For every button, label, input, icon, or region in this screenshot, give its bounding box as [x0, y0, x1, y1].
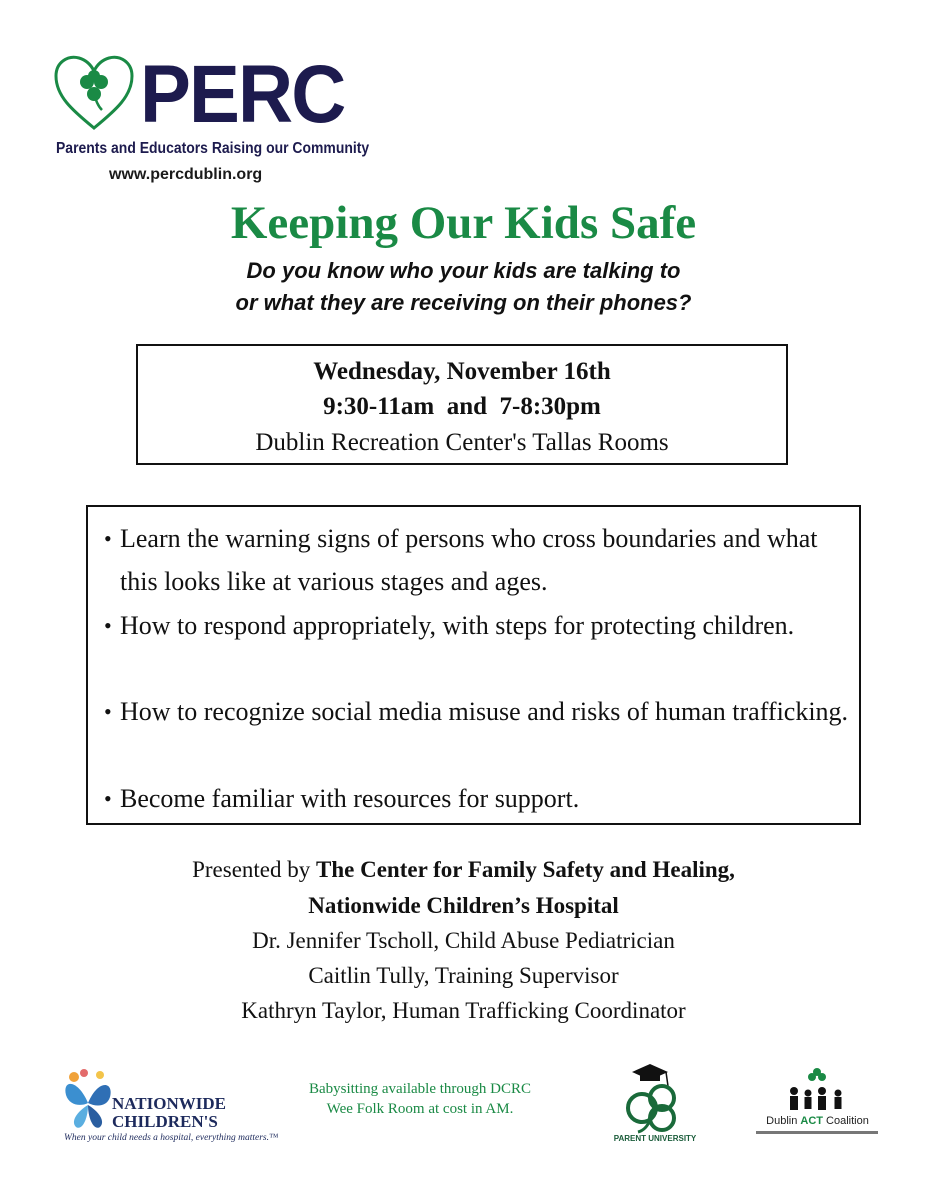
fine-print-divider — [756, 1131, 878, 1134]
graduation-cap-icon — [610, 1060, 700, 1134]
parent-university-logo — [610, 1060, 700, 1160]
presented-by-label: Presented by — [192, 857, 317, 882]
parent-university-wordmark: PARENT UNIVERSITY — [613, 1134, 697, 1143]
topic-text: How to respond appropriately, with steps for protecting children. — [120, 611, 795, 640]
list-item — [104, 777, 850, 820]
perc-wordmark: PERC — [140, 49, 345, 140]
topic-text: Become familiar with resources for support. — [120, 784, 580, 813]
butterfly-icon — [60, 1069, 116, 1133]
page-title: Keeping Our Kids Safe — [230, 197, 697, 249]
presenter-org: The Center for Family Safety and Healing, — [316, 857, 735, 882]
presented-by-line — [0, 857, 927, 883]
people-family-icon — [784, 1063, 850, 1115]
babysitting-note: Babysitting available through DCRC — [308, 1081, 532, 1097]
event-date: Wednesday, November 16th — [313, 358, 611, 385]
dublin-act-coalition-logo — [750, 1063, 885, 1143]
website-url[interactable]: www.percdublin.org — [109, 166, 263, 183]
subtitle-line: or what they are receiving on their phones? — [235, 290, 692, 315]
heart-shamrock-icon — [52, 52, 136, 136]
subtitle-line: Do you know who your kids are talking to — [246, 258, 681, 283]
topics-box — [86, 505, 861, 825]
event-location: Dublin Recreation Center's Tallas Rooms — [255, 429, 669, 456]
event-time: 9:30-11am and 7-8:30pm — [323, 393, 601, 420]
list-item — [104, 517, 850, 603]
topic-text: Learn the warning signs of persons who cross boundaries and what this looks like at various stages and ages. — [120, 524, 818, 596]
presenter-org-hospital: Nationwide Children’s Hospital — [308, 893, 619, 918]
list-item — [104, 690, 850, 733]
list-item — [104, 604, 850, 647]
nationwide-childrens-logo — [60, 1065, 279, 1150]
bullet-icon: • — [104, 699, 112, 724]
event-details-box — [136, 344, 788, 465]
nationwide-wordmark: NATIONWIDE CHILDREN'S — [112, 1094, 226, 1131]
presenter-name: Kathryn Taylor, Human Trafficking Coordinator — [241, 998, 686, 1023]
perc-logo — [52, 49, 370, 192]
nationwide-tagline: When your child needs a hospital, everything matters.™ — [64, 1133, 279, 1143]
babysitting-note: Wee Folk Room at cost in AM. — [326, 1101, 514, 1117]
perc-tagline: Parents and Educators Raising our Community — [56, 140, 370, 157]
topic-text: How to recognize social media misuse and risks of human trafficking. — [120, 697, 849, 726]
bullet-icon: • — [104, 613, 112, 638]
bullet-icon: • — [104, 526, 112, 551]
bullet-icon: • — [104, 786, 112, 811]
presenter-name: Caitlin Tully, Training Supervisor — [308, 963, 619, 988]
presenter-name: Dr. Jennifer Tscholl, Child Abuse Pediatrician — [252, 928, 675, 953]
dublin-act-wordmark: Dublin ACT Coalition — [766, 1115, 869, 1127]
